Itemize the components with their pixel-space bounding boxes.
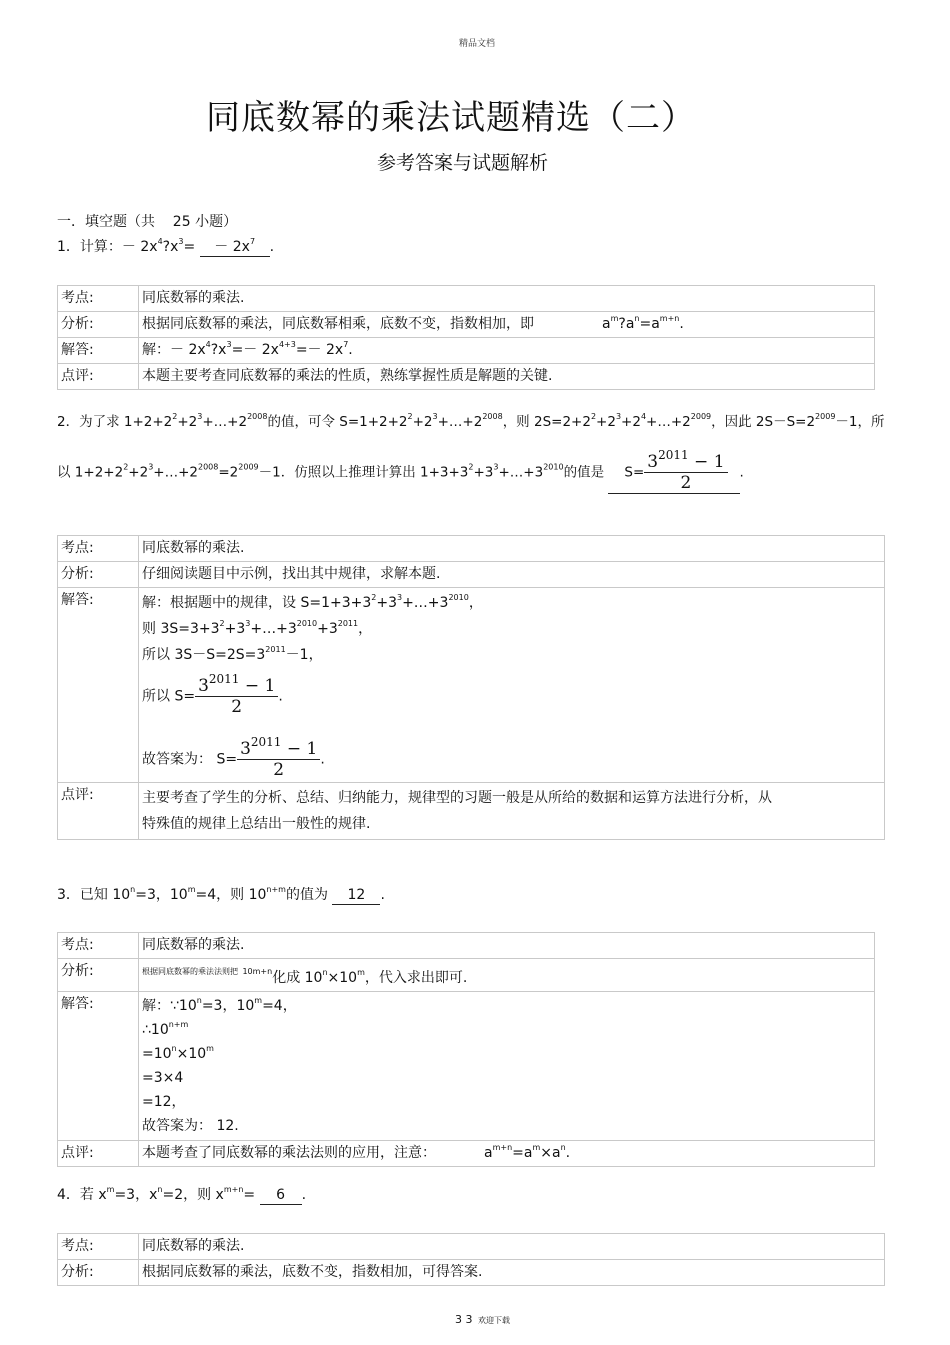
question-4-stem: 4．若 $x^m=3$，$x^n=2$，则 $x^{m+n}= 6$ . — [57, 1185, 307, 1203]
question-4-answer: 6 — [260, 1186, 302, 1205]
fraction: $\frac{3^{2011} - 1}{2}$ — [195, 676, 278, 717]
question-2-stem-line2: 以 $1+2+2^2+2^3+\dots+2^{2008}=2^{2009}-1$．仿照以上推理计算出 $1+3+3^2+3^3+\dots+3^{2010}$的值是 S= $\frac{3^{2011} - 1}{2}$ . — [57, 448, 744, 493]
question-2-analysis-table: 考点: 同底数幂的乘法. 分析: 仔细阅读题目中示例，找出其中规律，求解本题. 解答: 解：根据题中的规律，设 $S=1+3+3^2+3^3+\dots+3^{2010}$， 则 $3S=3+3^2+3^3+\dots+3^{2010}+3^{2011}$， 所以 $3S-S=2S=3^{2011}-1$， 所以 S= $\frac{3^{2011} - 1}{2}$ . 故答案为： S= $\frac{3^{2011} - 1}{2}$ . 点评: 主要考查了学生的分析、总结、归纳能力，规律型的习题一般是从所给的数据和运算方法进行分析，从 特殊值的规律上总结出一般性的规律. — [57, 535, 885, 840]
page-title: 同底数幂的乘法试题精选（二） — [206, 98, 696, 138]
fraction: $\frac{3^{2011} - 1}{2}$ — [237, 739, 320, 780]
section-heading: 一．填空题（共 25 小题） — [57, 214, 238, 230]
page-footer — [455, 1313, 510, 1326]
question-3-answer: 12 — [332, 886, 380, 905]
question-3-analysis-table: 考点: 同底数幂的乘法. 分析: $^{根据同底数幂的乘法法则把}$ $^{10m+n}$化成 $10^n\times 10^m$，代入求出即可. 解答: 解：$\because 10^n=3$，$10^m=4$， $\therefore 10^{n+m}$ $=10^n\times 10^m$ =3×4 =12， 故答案为： 12. 点评: 本题考查了同底数幂的乘法法则的应用，注意： $a^{m+n}=a^m\times a^n$. — [57, 932, 875, 1167]
footer-text: 欢迎下载 — [478, 1316, 510, 1325]
page-header: 精品文档 — [459, 39, 496, 49]
question-2-stem-line1: 2．为了求 $1+2+2^2+2^3+\dots+2^{2008}$的值，可令 $S=1+2+2^2+2^3+\dots+2^{2008}$，则 $2S=2+2^2+2^3+2^4+\dots+2^{2009}$，因此 $2S-S=2^{2009}-1$，所 — [57, 412, 885, 430]
question-1-answer: － $2x^7$ — [200, 238, 270, 257]
question-1-stem: 1．计算：－ $2x^4?x^3= - 2x^7$ . — [57, 237, 275, 255]
page-number: 3 3 — [455, 1313, 473, 1326]
fraction: $\frac{3^{2011} - 1}{2}$ — [644, 452, 727, 493]
question-3-stem: 3．已知 $10^n=3$，$10^m=4$，则 $10^{n+m}$的值为 12 . — [57, 885, 385, 903]
page-subtitle: 参考答案与试题解析 — [377, 152, 549, 174]
question-2-answer: S= $\frac{3^{2011} - 1}{2}$ — [608, 452, 739, 494]
question-1-analysis-table: 考点: 同底数幂的乘法. 分析: 根据同底数幂的乘法，同底数幂相乘，底数不变，指数相加，即 $a^m?a^n=a^{m+n}$. 解答: 解：－ $2x^4?x^3=- 2x^{4+3}=- 2x^7$. 点评: 本题主要考查同底数幂的乘法的性质，熟练掌握性质是解题的关键. — [57, 285, 875, 390]
question-4-analysis-table: 考点: 同底数幂的乘法. 分析: 根据同底数幂的乘法，底数不变，指数相加，可得答案. — [57, 1233, 885, 1286]
